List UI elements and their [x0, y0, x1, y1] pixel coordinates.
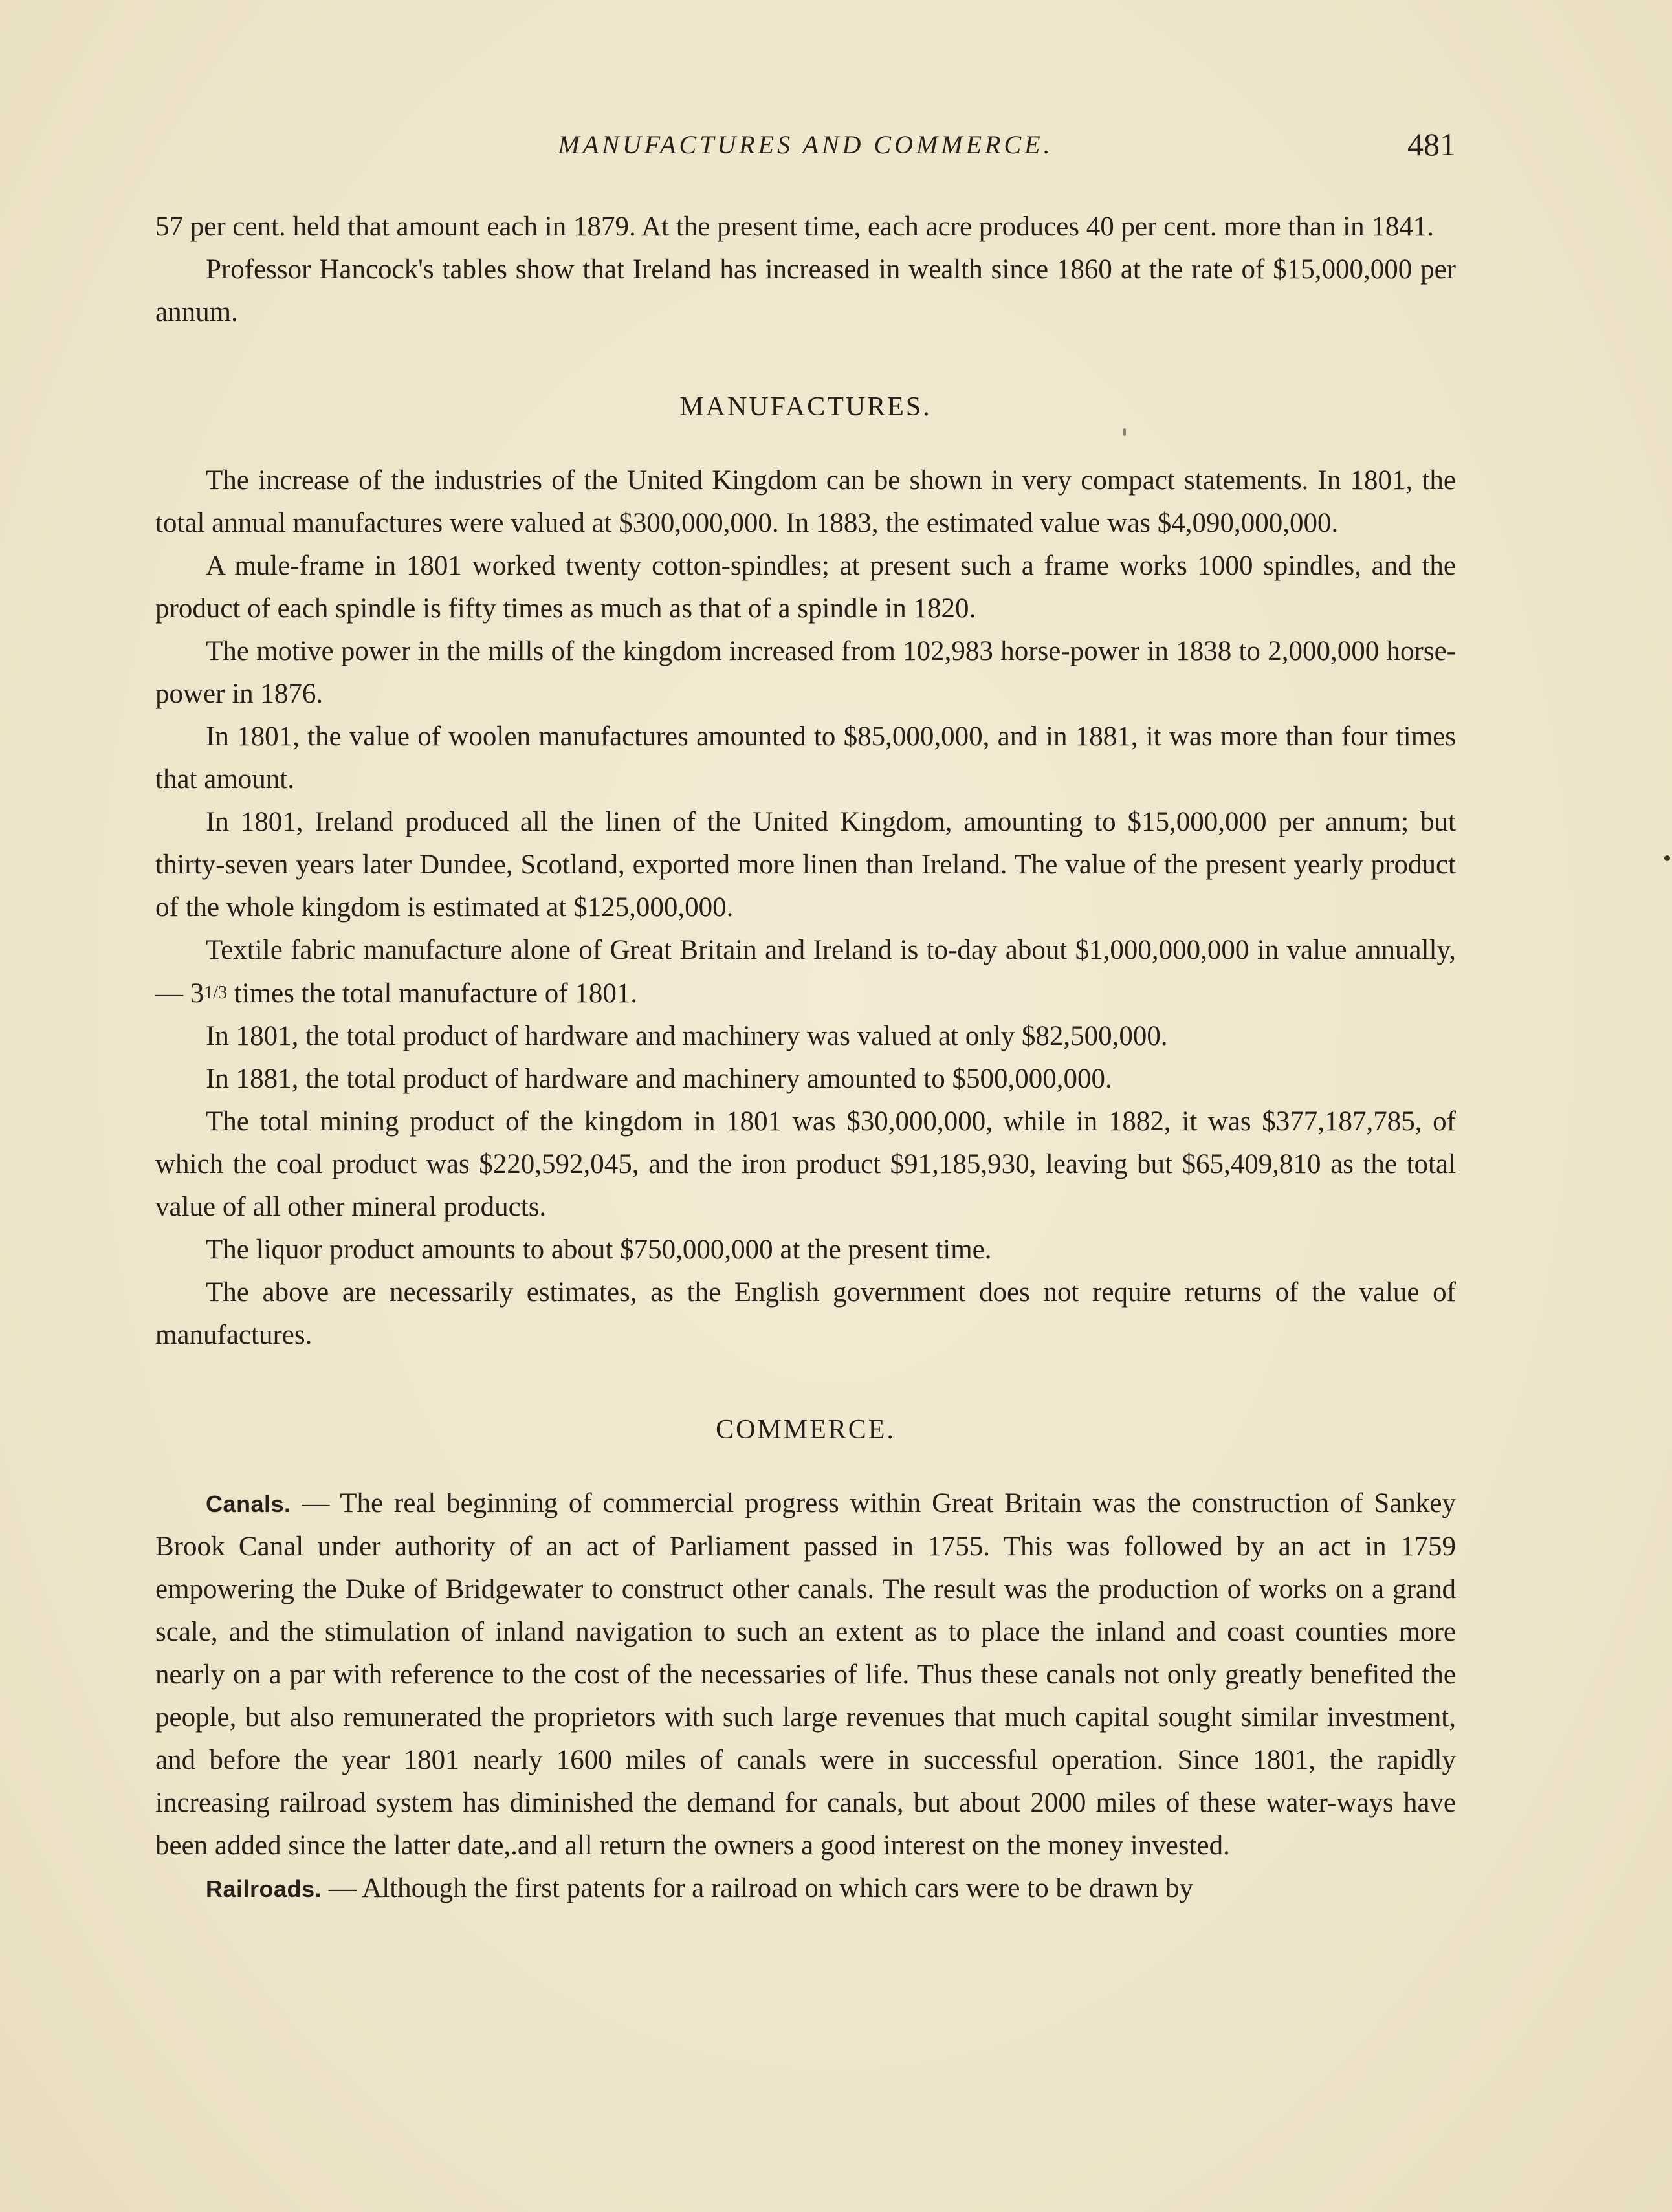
- page-header: [155, 126, 1456, 175]
- manufactures-paragraph: In 1801, the total product of hardware and machinery was valued at only $82,500,000.: [206, 1021, 1168, 1051]
- manufactures-paragraph: In 1881, the total product of hardware and machinery amounted to $500,000,000.: [206, 1064, 1112, 1094]
- textile-text-before: Textile fabric manufacture alone of Great Britain and Ireland is to-day about $1,000,000,000 in value annually, — 3: [155, 935, 1456, 1009]
- textile-fraction: 1/3: [204, 983, 228, 1003]
- section-heading-commerce: COMMERCE.: [716, 1415, 896, 1445]
- manufactures-paragraph: In 1801, Ireland produced all the linen of the United Kingdom, amounting to $15,000,000 per annum; but thirty-seven years later Dundee, Scotland, exported more linen than Ireland. The value of the present yearly product of the whole kingdom is estimated at $125,000,000.: [155, 807, 1456, 923]
- manufactures-paragraph: The increase of the industries of the United Kingdom can be shown in very compact statements. In 1801, the total annual manufactures were valued at $300,000,000. In 1883, the estimated value was $4,090,000,000.: [155, 465, 1456, 538]
- intro-paragraph-continued: 57 per cent. held that amount each in 1879. At the present time, each acre produces 40 per cent. more than in 1841.: [155, 212, 1435, 242]
- canals-run-in-heading: Canals.: [206, 1491, 291, 1517]
- section-heading-manufactures: MANUFACTURES.: [679, 392, 932, 422]
- manufactures-paragraph-textile: [155, 929, 1456, 1015]
- paper-speck: [1123, 428, 1126, 436]
- railroads-paragraph: [155, 1867, 1456, 1911]
- body-text: [155, 206, 1456, 1911]
- textile-text-after: times the total manufacture of 1801.: [227, 978, 638, 1009]
- manufactures-paragraph: The above are necessarily estimates, as the English government does not require returns of the value of manufactures.: [155, 1277, 1456, 1350]
- railroads-text: — Although the first patents for a railroad on which cars were to be drawn by: [322, 1873, 1194, 1903]
- manufactures-paragraph: The liquor product amounts to about $750,000,000 at the present time.: [206, 1234, 992, 1265]
- canals-paragraph: [155, 1482, 1456, 1867]
- manufactures-paragraph: The total mining product of the kingdom in 1801 was $30,000,000, while in 1882, it was $377,187,785, of which the coal product was $220,592,045, and the iron product $91,185,930, leaving but $65,409,810 as the total value of all other mineral products.: [155, 1106, 1456, 1222]
- manufactures-paragraph: A mule-frame in 1801 worked twenty cotton-spindles; at present such a frame works 1000 spindles, and the product of each spindle is fifty times as much as that of a spindle in 1820.: [155, 551, 1456, 624]
- intro-paragraph-hancock: Professor Hancock's tables show that Ireland has increased in wealth since 1860 at the rate of $15,000,000 per annum.: [155, 254, 1456, 327]
- paper-speck: [1664, 855, 1670, 861]
- page-number: 481: [1407, 126, 1456, 162]
- railroads-run-in-heading: Railroads.: [206, 1876, 322, 1902]
- manufactures-paragraph: In 1801, the value of woolen manufactures amounted to $85,000,000, and in 1881, it was more than four times that amount.: [155, 721, 1456, 794]
- manufactures-paragraph: The motive power in the mills of the kingdom increased from 102,983 horse-power in 1838 to 2,000,000 horse-power in 1876.: [155, 636, 1456, 709]
- canals-text: — The real beginning of commercial progress within Great Britain was the construction of Sankey Brook Canal under authority of an act of Parliament passed in 1755. This was followed by an act in 1759 empowering the Duke of Bridgewater to construct other canals. The result was the production of works on a grand scale, and the stimulation of inland navigation to such an extent as to place the inland and coast counties more nearly on a par with reference to the cost of the necessaries of life. Thus these canals not only greatly benefited the people, but also remunerated the proprietors with such large revenues that much capital sought similar investment, and before the year 1801 nearly 1600 miles of canals were in successful operation. Since 1801, the rapidly increasing railroad system has diminished the demand for canals, but about 2000 miles of these water-ways have been added since the latter date,.and all return the owners a good interest on the money invested.: [155, 1488, 1456, 1861]
- running-head: MANUFACTURES AND COMMERCE.: [558, 130, 1053, 159]
